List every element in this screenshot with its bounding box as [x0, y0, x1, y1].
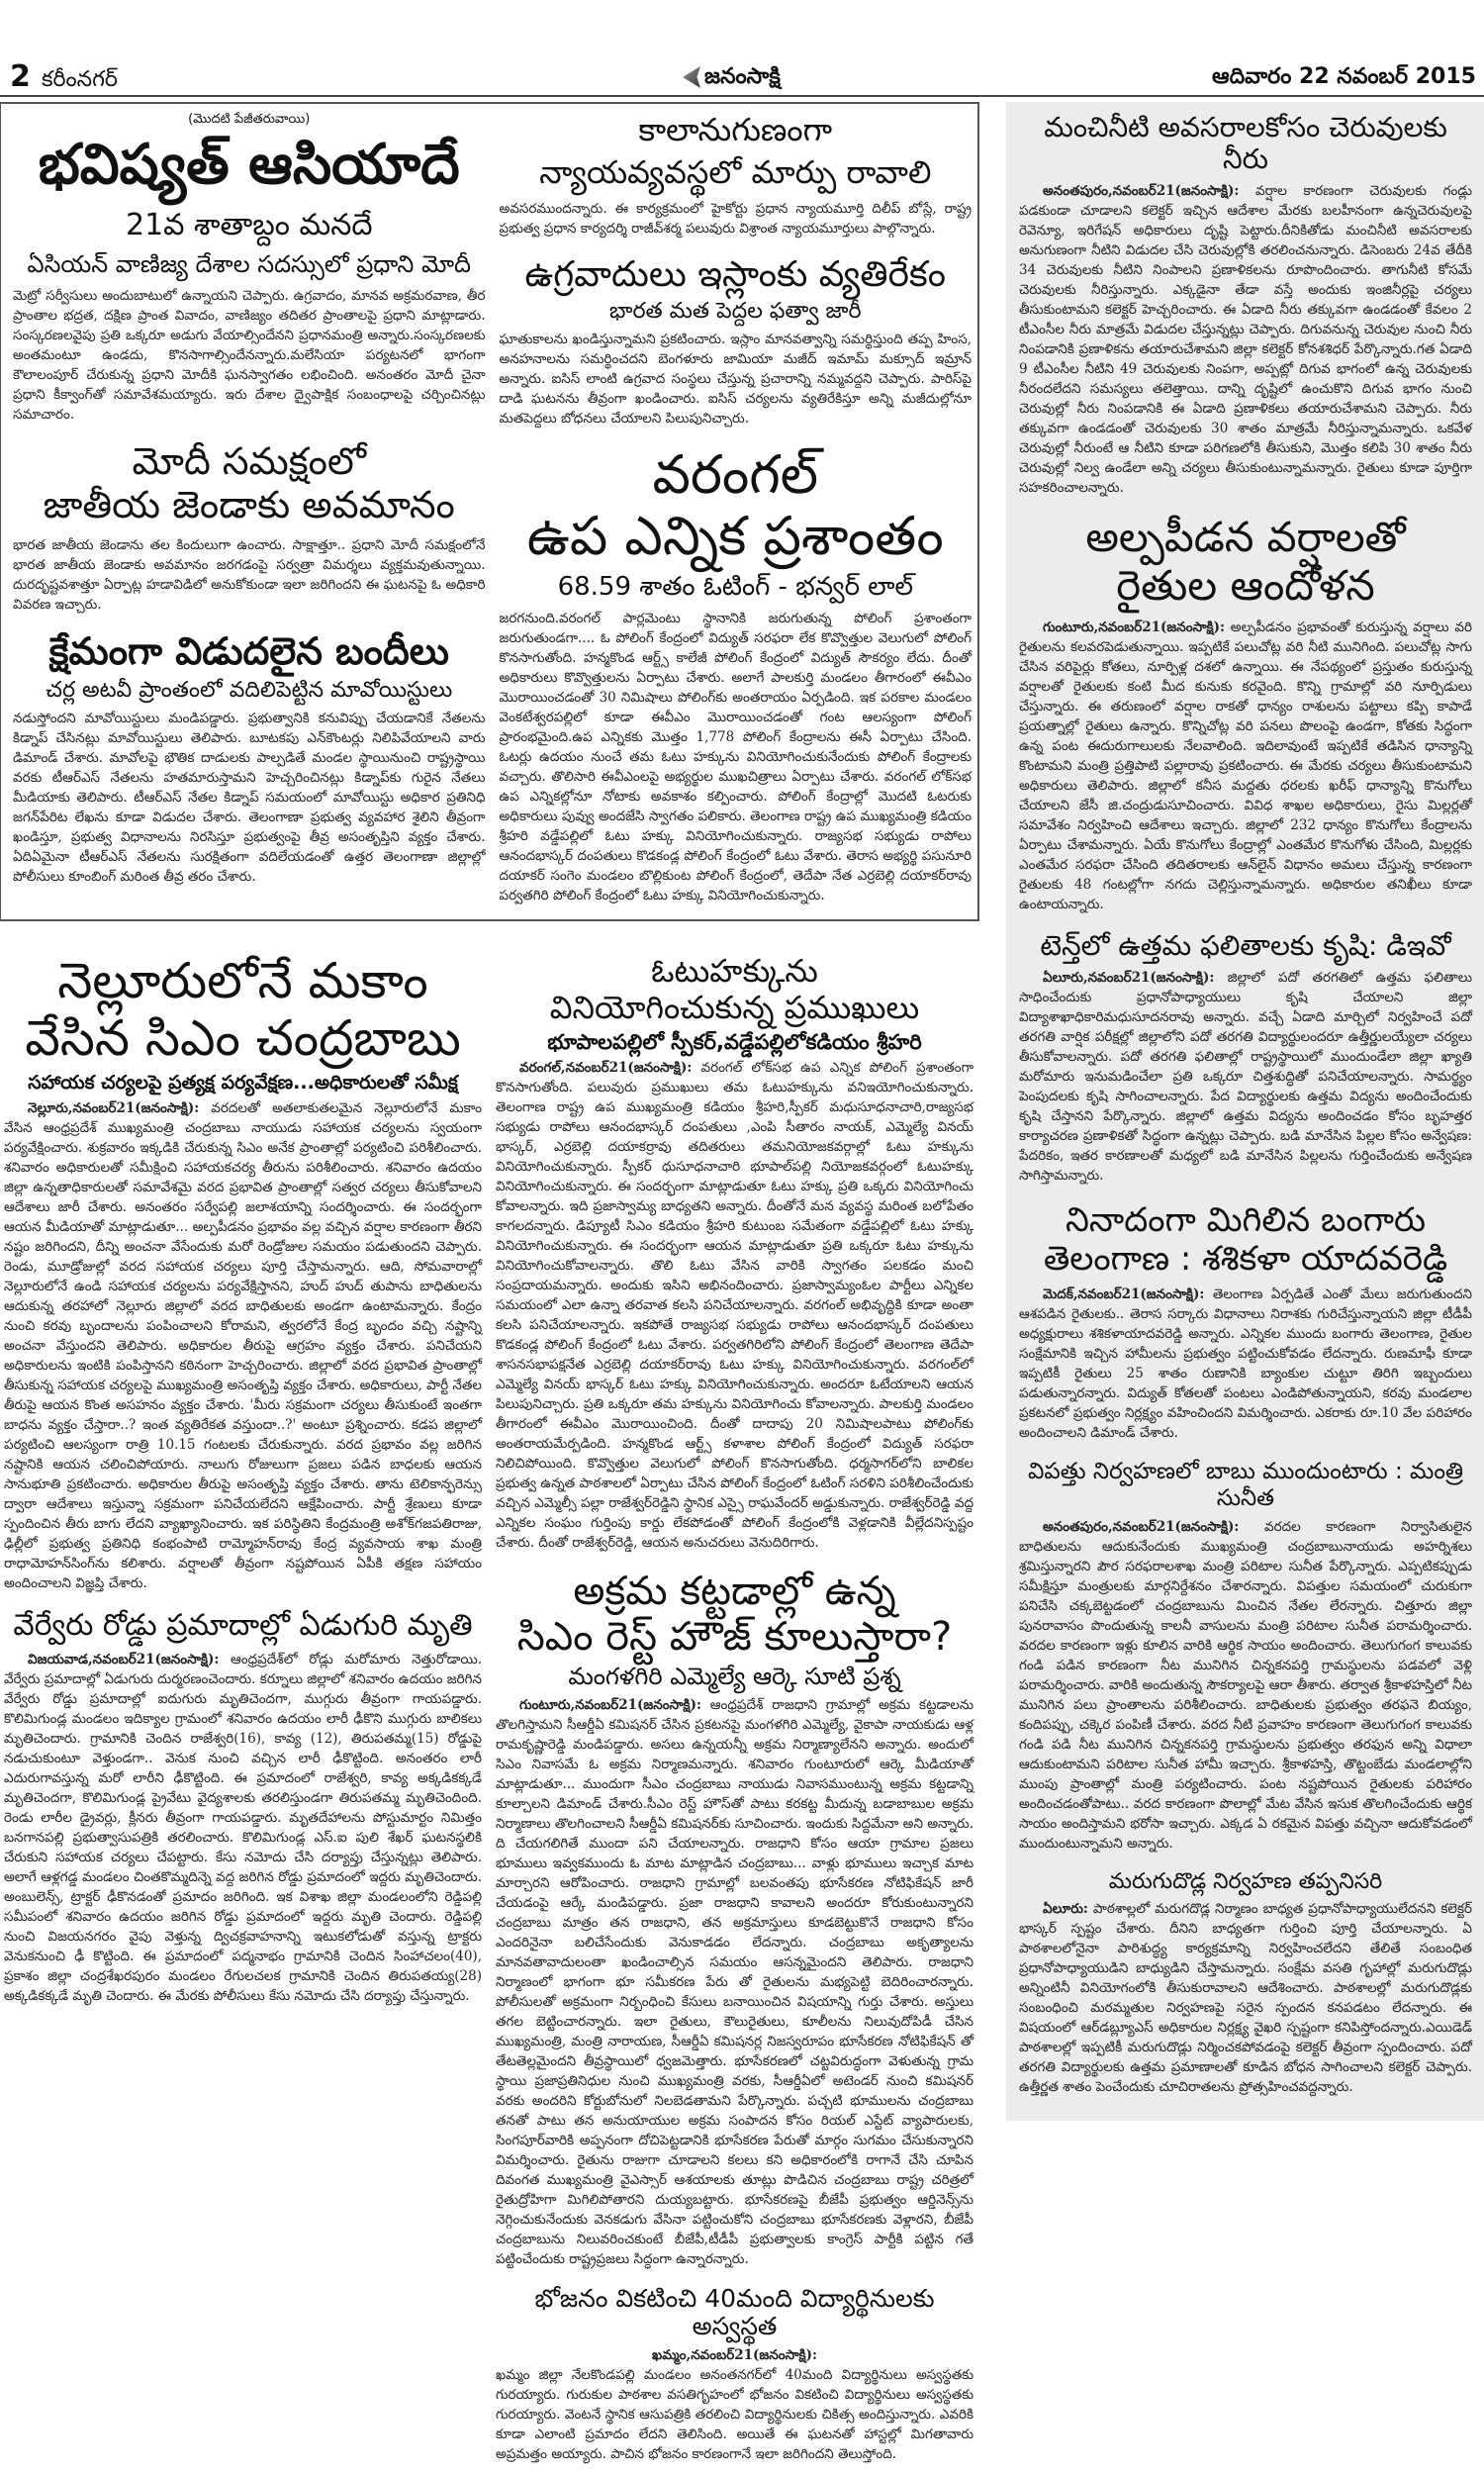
- dateline: గుంటూరు,నవంబర్21(జనంసాక్షి):: [519, 1696, 701, 1713]
- top-middle-column: [500, 112, 973, 905]
- dateline: నెల్లూరు,నవంబర్21(జనంసాక్షి):: [28, 1100, 200, 1117]
- headline: సిఎం రెస్ట్ హౌజ్ కూలుస్తారా?: [516, 1614, 953, 1661]
- article-body: అవసరముందన్నారు. ఈ కార్యక్రమంలో హైకోర్టు ప్రధాన న్యాయమూర్తి దిలీప్ బోస్లే, రాష్ట్ర ప్రభుత్వ ప్రధాన కార్యదర్శి రాజీవ్‌శర్మ పలువురు విశ్రాంత న్యాయమూర్తులు పాల్గొన్నారు.: [499, 200, 972, 237]
- article-nellore: [4, 953, 482, 1593]
- headline: న్యాయవ్యవస్థలో మార్పు రావాలి: [539, 152, 932, 191]
- article-toilets: [1019, 1869, 1472, 2096]
- headline: ఉప ఎన్నిక ప్రశాంతం: [526, 505, 944, 568]
- dateline: ఏలూరు:: [1043, 1900, 1088, 1917]
- headline: వరంగల్: [652, 443, 819, 507]
- headline: వినియోగించుకున్న ప్రముఖులు: [549, 989, 920, 1027]
- headline: క్షేమంగా విడుదలైన బందీలు: [48, 628, 449, 673]
- dateline: ఏలూరు,నవంబర్21(జనంసాక్షి):: [1043, 970, 1215, 987]
- article-body: వర్షాల కారణంగా చెరువులకు గండ్లు పడకుండా చూడాలని కలెక్టర్ ఇచ్చిన ఆదేశాల మేరకు బలహీనంగా ఉన్నచెరువులపై రెవెన్యూ, ఇరిగేషన్ అధికారులు దృష్టి పెట్టారు.దీనికితోడు మంచినీటి అవసరాలకు అనుగుణంగా నీటిని విడుదల చేసి చెరువుల్లోకి తరలించనున్నారు. డిసెంబరు 24వ తేదీకి 34 చెరువులకు నీటిని నింపాలని ప్రణాళికలను రూపొందించారు. తాగునీటి కోసమే చెరువులకు నీరిస్తున్నారు. ఎక్కడైనా తేడా వస్తే అందుకు ఇంజినీర్లపై చర్యలు తీసుకుంటామని కలెక్టర్ హెచ్చరించారు. ఈ ఏడాది నీరు తక్కువగా ఉండడంతో కేవలం 2 టీఎంసీల నీరు మాత్రమే విడుదల చేస్తున్నట్లు చెప్పారు. దిగువనున్న చెరువుల నుంచి నీరు నింపడానికి ప్రణాళికను తయారుచేశామని జిల్లా కలెక్టర్ కోనశశిధర్ పేర్కొన్నారు.గత ఏడాది 9 టీఎంసీల నీటిని 49 చెరువులకు నింపగా, అప్పట్లో దిగువ భాగంలో ఉన్న చెరువులకు నీరందలేదని సమస్యలు తలెత్తాయి. దాన్ని దృష్టిలో ఉంచుకొని దిగువ భాగం నుంచి చెరువుల్లో నీరు నింపడానికి ఈ ఏడాది ప్రణాళికలు తయారుచేశామని చెప్పారు. నీరు తక్కువగా ఉండడంతో చెరువులకు 30 శాతం మాత్రమే నీరిస్తున్నామన్నారు. ఒకవేళ చెరువుల్లో నీరుంటే ఆ నీటిని కూడా పరిగణలోకి తీసుకుని, మొత్తం కలిపి 30 శాతం నీరు చెరువుల్లో నిల్వ ఉండేలా అన్ని చర్యలు తీసుకుంటున్నామన్నారు. రైతులు కూడా పూర్తిగా సహకరించాలన్నారు.: [1019, 183, 1472, 497]
- headline: రైతుల ఆందోళన: [1116, 560, 1375, 610]
- subheadline: భూపాలపల్లిలో స్పీకర్,వడ్డేపల్లిలోకడియం శ్రీహరి: [547, 1029, 922, 1054]
- article-food: [496, 2285, 974, 2465]
- subheadline: భారత మత పెద్దల ఫత్వా జారీ: [608, 298, 862, 324]
- article-body: ఖమ్మం జిల్లా నేలకొండపల్లి మండలం అనంతనగర్‌లో 40మంది విద్యార్థినులు అస్వస్థతకు గురయ్యారు. గురుకుల పాఠశాల వసతిగృహంలో భోజనం వికటించి విద్యార్థినులు అస్వస్థతకు గురయ్యారు. వెంటనే స్థానిక ఆసుపత్రికి తరలించి విద్యార్థినులకు చికిత్స అందిస్తున్నారు. ఎవరికి కూడా ఎలాంటి ప్రమాదం లేదని తెలిసింది. అయితే ఈ ఘటనతో హాస్టల్లో మిగతావారు అప్రమత్తం అయ్యారు. పాచిన భోజనం కారణంగానే ఇలా జరిగిందని తెలుస్తోంది.: [496, 2367, 974, 2463]
- right-column-panel: [1006, 102, 1484, 2121]
- masthead-title: జనంసాక్షి: [704, 64, 781, 89]
- dateline: విజయవాడ,నవంబర్21(జనంసాక్షి):: [28, 1651, 220, 1667]
- headline: జాతీయ జెండాకు అవమానం: [43, 483, 455, 527]
- article-flag: [13, 440, 486, 614]
- article-body: తెలంగాణ ఏర్పడితే ఎంతో మేలు జరుగుతుందని ఆశపడిన రైతులకు.. తెరాస సర్కారు విధానాలు నిరాశకు గురిచేస్తున్నాయని జిల్లా టీడీపీ అధ్యక్షురాలు శశికళాయాదవరెడ్డి అన్నారు. ఎన్నికల ముందు బంగారు తెలంగాణ, రైతుల సంక్షేమానికి ఇచ్చిన హామీలను ప్రభుత్వం పట్టించుకోవడం లేదన్నారు. రుణమాఫీ కూడా ఇప్పటికీ రైతులు 25 శాతం రుణానికి బ్యాంకుల చుట్టూ తిరిగి ఇబ్బందులు పడుతున్నారన్నారు. విద్యుత్ కోతలతో పంటలు ఎండిపోతున్నాయని, కరవు మండలాల ప్రకటనలో ప్రభుత్వం నిర్లక్ష్యం వహించిందని విమర్శించారు. ఎకరాకు రూ.10 వేల పరిహారం అందించాలని డిమాండ్ చేశారు.: [1019, 1286, 1473, 1442]
- article-terror: [500, 254, 973, 429]
- article-body: ఆంధ్రప్రదేశ్‌లో రోడ్లు మరోమారు నెత్తురోడాయి. వేర్వేరు ప్రమాదాల్లో ఏడుగురు దుర్మరణంచెందారు. కర్నూలు జిల్లాలో శనివారం ఉదయం జరిగిన వేర్వేరు రోడ్డు ప్రమాదాల్లో ఐదుగురు మృతిచెందగా, ముగ్గురు తీవ్రంగా గాయపడ్డారు. కొలిమిగుండ్ల మండలం ఇదిక్యాల గ్రామంలో శనివారం ఉదయం లారీ ఢీకొని ముగ్గురు బాలికలు మృతిచెందారు. గ్రామానికి చెందిన రాజేశ్వరి(16), కావ్య (12), తిరుపతమ్మ(15) రోడ్డుపై నడుచుకుంటూ వెళ్తుండగా.. వెనుక నుంచి వచ్చిన లారీ ఢీకొట్టింది. అనంతరం లారీ ఎదురుగావస్తున్న మరో లారీని ఢీకొట్టింది. ఈ ప్రమాదంలో రాజేశ్వరి, కావ్య అక్కడికక్కడే మృతిచెందగా, కొలిమిగుండ్ల ప్రైవేటు వైద్యశాలకు తరలిస్తుండగా తిరుపతమ్మ మృతిచెందింది. రెండు లారీల డ్రైవర్లు, క్లీనరు తీవ్రంగా గాయపడ్డారు. మృతదేహాలను పోస్టుమార్టం నిమిత్తం బనగానపల్లి ప్రభుత్వాసుపత్రికి తరలించారు. కొలిమిగుండ్ల ఎస్.ఐ పులి శేఖర్ ఘటనస్థలికి చేరుకుని సహాయక చర్యలు చేపట్టారు. కేసు నమోదు చేసి దర్యాప్తు చేస్తున్నట్లు తెలిపారు. అలాగే ఆళ్లగడ్డ మండలం చింతకొమ్మదిన్నె వద్ద జరిగిన రోడ్డు ప్రమాదంలో ఇద్దరు మృతిచెందారు. అంబులెన్స్, ట్రాక్టర్ ఢీకొనడంతో ప్రమాదం జరిగింది. ఇక విశాఖ జిల్లా మండలంలోని రెడ్డిపల్లి సమీపంలో శనివారం ఉదయం జరిగిన రోడ్డు ప్రమాదంలో ఇద్దరు మృతి చెందారు. రెడ్డిపల్లి నుంచి విజయనగరం వైపు వెళ్తున్న ద్విచక్రవాహనాన్ని ఇటుకలోడుతో వస్తున్న ట్రాక్టరు వెనుకనుంచి ఢీ కొట్టింది. ఈ ప్రమాదంలో పద్మనాభం గ్రామానికి చెందిన సింహాచలం(40), ప్రకాశం జిల్లా చంద్రశేఖరపురం మండలం రేగులచలక గ్రామానికి చెందిన తిరుపతయ్య(28) అక్కడికక్కడే మృతి చెందారు. ఈ మేరకు పోలీసులు కేసు నమోదు చేసి దర్యాప్తు చేస్తున్నారు.: [4, 1651, 482, 2004]
- masthead: [683, 61, 781, 93]
- subheadline: సహాయక చర్యలపై ప్రత్యక్ష పర్యవేక్షణ...అధికారులతో సమీక్ష: [28, 1072, 458, 1094]
- left-two-columns: [0, 102, 979, 2464]
- dateline: అనంతపురం,నవంబర్21(జనంసాక్షి):: [1043, 183, 1240, 200]
- article-body: మెట్రో సర్వీసులు అందుబాటులో ఉన్నాయని చెప్పారు. ఉగ్రవాదం, మానవ అక్రమరవాణ, తీర ప్రాంతాల భద్రత, దక్షిణ ప్రాంత వివాదం, వాణిజ్యం తదితర ప్రాంతాలపై ప్రధాని మాట్లాడారు. సంస్కరణలవైపు ప్రతి ఒక్కరూ అడుగు వేయాల్సిందేనని ప్రధానమంత్రి అన్నారు.సంస్కరణలకు అంతమంటూ ఉండదు, కొనసాగాల్సిందేనన్నారు.మలేసియా పర్యటనలో భాగంగా కౌలాలంపూర్ చేరుకున్న ప్రధాని మోదీకి ఘనస్వాగతం లభించింది. అనంతరం మోదీ చైనా ప్రధాని కీక్వాంగ్‌తో సమావేశమయ్యారు. ఇరు దేశాల ద్వైపాక్షిక సంబంధాలపై చర్చించినట్లు సమాచారం.: [13, 288, 486, 424]
- article-roads: [4, 1609, 482, 2006]
- dateline: అనంతపురం,నవంబర్21(జనంసాక్షి):: [1043, 1519, 1240, 1536]
- article-body: అల్పపీడనం ప్రభావంతో కురుస్తున్న వర్షాలు వరి రైతులను కలవరపెడుతున్నాయి. ఇప్పటికే పలుచోట్ల వరి నీటి మునిగింది. పలుచోట్ల సాగు చేసిన వరిపైర్లు కోతలు, నూర్పిళ్ల దశలో ఉన్నాయి. ఈ నేపథ్యంలో ప్రస్తుతం కురుస్తున్న వర్షాలతో రైతులకు కంటి మీద కునుకు కరవైంది. కొన్ని గ్రామాల్లో వరి నూర్పిడులు చేస్తున్నారు. ఈ తరుణంలో వర్షాల రాకతో ధాన్యం రాశులను పట్టాలు కప్పి కాపాడే ప్రయత్నాల్లో రైతులు ఉన్నారు. కొన్నిచోట్ల వరి పనలు పొలంపై ఉండగా, కోతకు సిద్ధంగా ఉన్న పంట ఈదురుగాలులకు నేలవాలింది. ఇదిలావుంటే ఇప్పటికే తడిసిన ధాన్యాన్ని కొంటామని మంత్రి ప్రత్తిపాటి పల్లారావు ప్రకటించారు. ఈ మేరకు చర్యలు తీసుకుంటామని అధికారులు తెలిపారు. జిల్లాలో కనీస మద్దతు ధరలకు ఖరీఫ్ ధాన్యాన్ని కొనుగోలు చేయాలని జేసీ జి.చంద్రుడుసూచించారు. వివిధ శాఖల అధికారులు, రైసు మిల్లర్లతో సమావేశం నిర్వహించి ఆదేశాలు ఇచ్చారు. జిల్లాలో 232 ధాన్యం కొనుగోలు కేంద్రాలను ఏర్పాటు చేశామన్నారు. ఏయే కొనుగోలు కేంద్రాల్లో ఎంతమేర కొనుగోళు చేసింది, మిల్లర్లకు ఎంతమేర సరఫరా చేసింది తదితరాలకు ఆన్‌లైన్ విధానం అమలు చేస్తున్న కారణంగా రైతులకు 48 గంటల్లోగా నగదు చెల్లిస్తున్నామన్నారు. అధికారుల తనిఖీలు కూడా ఉంటాయన్నారు.: [1019, 618, 1472, 912]
- article-body: జరగనుంది.వరంగల్ పార్లమెంటు స్థానానికి జరుగుతున్న పోలింగ్ ప్రశాంతంగా జరుగుతుండగా.... ఓ పోలింగ్ కేంద్రంలో విద్యుత్ సరఫరా లేక కొవ్వొత్తుల వెలుగులో పోలింగ్ కొనసాగుతోంది. హన్మకొండ ఆర్ట్స్ కాలేజీ పోలింగ్ కేంద్రంలో విద్యుత్ సౌకర్యం లేదు. దీంతో అధికారులు కొవ్వొత్తులను ఏర్పాటు చేశారు. అలాగే పాలకుర్తి మండలం తీగారంలో ఈవీఎం మొరాయించడంతో 30 నిమిషాలు పోలింగ్‌కు అంతరాయం ఏర్పడింది. ఇక పరకాల మండలం వెంకటేశ్వరపల్లిలో కూడా ఈవీఎం మొరాయించడంతో గంట ఆలస్యంగా పోలింగ్ ప్రారంభమైంది.ఉప ఎన్నికకు మొత్తం 1,778 పోలింగ్ కేంద్రాలను ఈసీ ఏర్పాటు చేసింది. ఓటర్లు ఉదయం నుంచే తమ ఓటు హక్కును వినియోగించుకునేందుకు పోలింగ్ కేంద్రాలకు వచ్చారు. తొలిసారి ఈవీఎంలపై అభ్యర్థుల ముఖచిత్రాలు ఏర్పాటు చేశారు. వరంగల్ లోక్‌సభ ఉప ఎన్నికల్లోనూ నోటాకు అవకాశం కల్పించారు. పోలింగ్ కేంద్రాల్లో మొదటి ఓటరుకు అధికారులు పువ్వు అందజేసి స్వాగతం పలికారు. తెలంగాణ రాష్ట్ర ఉప ముఖ్యమంత్రి కడియం శ్రీహరి వడ్డేపల్లిలో ఓటు హక్కు వినియోగించుకున్నారు. రాజ్యసభ సభ్యుడు రాపోలు ఆనందభాస్కర్ దంపతులు కొడకండ్ల పోలింగ్ కేంద్రంలో ఓటు వేశారు. తెరాస అభ్యర్థి పసునూరి దయాకర్ సంగెం మండలం బొల్లికుంట పోలింగ్ కేంద్రంలో, తెదేపా నేత ఎర్రబెల్లి దయాకర్‌రావు పర్వతగిరి పోలింగ్ కేంద్రంలో ఓటు హక్కు వినియోగించుకున్నారు.: [499, 611, 972, 904]
- headline: భోజనం వికటించి 40మంది విద్యార్థినులకు అస్వస్థత: [534, 2283, 935, 2341]
- dateline: గుంటూరు,నవంబర్21(జనంసాక్షి):: [1043, 618, 1225, 635]
- article-body: నడుస్తోందని మావోయిస్టులు మండిపడ్డారు. ప్రభుత్వానికి కనువిప్పు చేయడానికే నేతలను కిడ్నాప్ చేసినట్లు మావోయిస్టులు తెలిపారు. బూటకపు ఎన్‌కౌంటర్లు నిలిపివేయాలని వారు డిమాండ్ చేశారు. మావోలపై భౌతిక దాడులకు పాల్పడితే మండల స్థాయినుంచి రాష్ట్రస్థాయి వరకు టీఆర్ఎస్ నేతలను హతమారుస్తామని హెచ్చరించినట్లు కిడ్నాప్‌కు గురైన నేతలు మీడియాకు తెలిపారు. టీఆర్ఎస్ నేతల కిడ్నాప్ సమయంలో మావోయిస్టు అధికార ప్రతినిధి జగన్‌పేరిట లేఖను కూడా విడుదల చేశారు. తెలంగాణా ప్రభుత్వ వ్యవహార శైలిని తీవ్రంగా ఖండిస్తూ, ప్రభుత్వ విధానాలను నిరసిస్తూ ప్రభుత్వంపై తీవ్ర అసంతృప్తిని వ్యక్తం చేశారు. ఏదిఏమైనా టీఆర్ఎస్ నేతలను సురక్షితంగా వదిలేయడంతో ఉత్తర తెలంగాణా జిల్లాల్లో పోలీసులు కూంబింగ్ మరింత తీవ్ర తరం చేశారు.: [13, 710, 486, 885]
- article-body: జిల్లాలో పదో తరగతిలో ఉత్తమ ఫలితాలు సాధించేందుకు ప్రధానోపాధ్యాయులు కృషి చేయాలని జిల్లా విద్యాశాఖాధికారిమధుసూదనరావు అన్నారు. వచ్చే ఏడాది మార్చిలో నిర్వహించే పదో తరగతి వార్షిక పరీక్షల్లో జిల్లాలోని పదో తరగతి విద్యార్థులందరూ ఉత్తీర్ణులయ్యేలా చర్యలు తీసుకోవాలన్నారు. పదో తరగతి ఫలితాల్లో రాష్ట్రస్థాయిలో ముందుండేలా జిల్లా ఖ్యాతి మరోమారు ఇనుమడించేలా ప్రతి ఒక్కరూ చిత్తశుద్ధితో పనిచేయాలన్నారు. సామర్థ్యం పెంపుదలకు కృషి సాగించాలన్నారు. పేద విద్యార్థులకు ఉత్తమ విద్యను అందించేందుకు కృషి చేస్తానని పేర్కొన్నారు. జిల్లాలో ఉత్తమ విద్యను అందించడం కోసం బృహత్తర కార్యాచరణ ప్రణాళికతో సిద్ధంగా ఉన్నట్లు చెప్పారు. బడి మానేసిన పిల్లల కోసం అన్వేషణ: పేదరికం, ఇతర కారణాలతో మధ్యలో బడి మానేసిన పిల్లలను గుర్తించేందుకు అన్వేషణ సాగిస్తామన్నారు.: [1019, 970, 1472, 1185]
- article-bangaru: [1019, 1201, 1472, 1443]
- headline: టెన్త్‌లో ఉత్తమ ఫలితాలకు కృషి: డిఇవో: [1040, 928, 1451, 962]
- headline: నెల్లూరులోనే మకాం: [57, 952, 428, 1010]
- lower-middle-column: [496, 953, 974, 2464]
- headline: మోదీ సమక్షంలో: [132, 439, 366, 484]
- article-body: పాఠశాల్లలో మరుగదొడ్ల నిర్మాణం బాధ్యత ప్రధానోపాధ్యాయులేదనని కలెక్టర్ భాస్కర్ స్పష్టం చేశారు. దీనిని బాధ్యతగా గుర్తించి పూర్తి చేయాలన్నారు. ఏ పాఠశాలలోనైనా పారిశుద్ధ్య కార్యక్రమాన్ని నిర్వహించలేదని తేలితే సంబంధిత ప్రధానోపాధ్యాయుడిని బాధ్యుడిని చేస్తామన్నారు. సంక్షేమ వసతి గృహాల్లో మరుగుదొడ్లు అన్నింటినీ వినియోగంలోకి తీసుకురావాలని ఆదేశించారు. పాఠశాలల్లో మరుగుదొడ్లకు సంబంధించి మరమ్మతుల నిర్వహణపై సరైన స్పందన కనపడటం లేదన్నారు. ఈ విషయంలో ఆర్‌డబ్ల్యూఎస్ అధికారుల నిర్లక్ష్య వైఖరి స్పష్టంగా కనిపిస్తోందన్నారు.ఎయిడెడ్ పాఠశాలల్లో ఇప్పటికీ మరుగుదొడ్లు నిర్మించకపోవడంపై కలెక్టర్ తీవ్రంగా స్పందించారు. పదో తరగతి విద్యార్థులకు ఉత్తమ ప్రమాణాలతో కూడిన బోధన సాగించాలని కలెక్టర్ చెప్పారు. ఉత్తీర్ణత శాతం పెంచేందుకు చూచిరాతలను ప్రోత్సహించవద్దన్నారు.: [1019, 1900, 1472, 2095]
- headline: ఉగ్రవాదులు ఇస్లాంకు వ్యతిరేకం: [524, 253, 946, 295]
- headline: భవిష్యత్ ఆసియాదే: [38, 133, 460, 197]
- article-body: వరంగల్ లోక్‌సభ ఉప ఎన్నిక పోలింగ్ ప్రశాంతంగా కొనసాగుతోంది. పలువురు ప్రముఖులు తమ ఓటుహక్కును వనిఇయోగించుకున్నారు. తెలంగాణ రాష్ట్ర ఉప ముఖ్యమంత్రి కడియం శ్రీహరి,స్పీకర్ మధుసూధనాచారి,రాజ్యసభ సభ్యుడు రాపోలు ఆనందభాస్కర్ దంపతులు ,ఎంపి సీతారం నాయక్, ఎమ్మెల్యే వినయ్ భాస్కర్, ఎర్రబెల్లి దయాకర్రావు తదితరులు తమనియోజకవర్గాల్లో ఓటు హక్కును వినియోగించుకున్నారు. స్పీకర్ ధుసూధనాచారి భూపాల్‌పల్లి నియోజకవర్గంలో ఓటుహక్కు వినియోగించుకున్నారు. ఈ సందర్భంగా మాట్లాడుతూ ఓటు హక్కు ప్రతి ఒక్కరు వినియోగించు కోవాలన్నారు. ఇది ప్రజాస్వామ్య బాధ్యతని అన్నారు. దీంతోనే మన వ్యవస్థ మరింత బలోపేతం కాగలదన్నారు. డిప్యూటీ సిఎం కడియం శ్రీహరి కుటుంబ సమేతంగా వడ్డేపల్లిలో ఓటు హక్కు వినియోగించుకున్నారు. ఈ సందర్భంగా ఆయన మాట్లాడుతూ ప్రతి ఒక్కరూ ఓటు హక్కును వినియోగించుకోవాలన్నారు. తొలి ఓటు వేసిన వారికి స్వాగతం పలకడం మంచి సంప్రదాయమన్నారు. అందుకు ఇసిని అభినందించారు. ప్రజాస్వామ్యంఓల పార్టీలు ఎన్నికల సమయంలో ఎలా ఉన్నా తరవాత కలసి పనిచేయాలన్నారు. వరగంల్ అభివృద్ధికి కూడా అంతా కలసి పనిచేయాలన్నారు. ఇకపోతే రాజ్యసభ సభ్యుడు రాపోలు ఆనందభాస్కర్ దంపతులు కొడకండ్ల పోలింగ్ కేంద్రంలో ఓటు వేశారు. పర్వతగిరిలోని పోలింగ్ కేంద్రంలో తెలంగాణ తెదేపా శాసనసభాపక్షనేత ఎర్రబెల్లి దయాకర్‌రావు ఓటు హక్కు వినియోగించుకున్నారు. వరగంల్‌లో ఎమ్మెల్యే వినయ్ భాస్కర్ ఓటు హక్కు వినియోగించుకున్నారు. అందరూ ఓటేయాలని ఆయన పిలుపునిచ్చారు. ప్రతి ఒక్కరూ తమ హక్కును వినియోగించు కోవాలన్నారు. పాలకుర్తి మండలం తీగారంలో ఈవీఎం మొరాయించింది. దీంతో దాదాపు 20 నిమిషాలపాటు పోలింగ్‌కు అంతరాయమేర్పడింది. హన్మకొండ ఆర్ట్స్ కళాశాల పోలింగ్ కేంద్రంలో విద్యుత్ సరఫరా నిలిచిపోయింది. కొవ్వొత్తుల వెలుగులో పోలింగ్ కొనసాగుతోంది. ధర్మసాగర్‌లోని బాలికల ప్రభుత్వ ఉన్నత పాఠశాలలో ఏర్పాటు చేసిన పోలింగ్ కేంద్రంలో ఓటింగ్ సరళిని పరిశీలించేందుకు వచ్చిన ఎమ్మెల్సీ పల్లా రాజేశ్వర్‌రెడ్డిని స్థానిక ఎస్సై రాఘవేందర్ అడ్డుకున్నారు. రాజేశ్వర్‌రెడ్డి వద్ద ఎన్నికల సంఘం గుర్తింపు కార్డు లేకపోడంతో పోలింగ్ కేంద్రంలోకి వెళ్లడానికి వీల్లేదనిస్పష్టం చేశారు. దీంతో రాజేశ్వర్‌రెడ్డి, ఆయన అనుచరులు వెనుదిరిగారు.: [496, 1060, 974, 1552]
- subheadline: 21వ శాతాబ్దం మనదే: [125, 208, 373, 243]
- article-tanks: [1019, 112, 1472, 498]
- subheadline: మంగళగిరి ఎమ్మెల్యే ఆర్కె సూటి ప్రశ్న: [568, 1663, 901, 1691]
- headline: అల్పపీడన వర్షాలతో: [1085, 513, 1406, 562]
- dateline: మెదక్,నవంబర్21(జనంసాక్షి):: [1043, 1286, 1205, 1303]
- headline: నినాదంగా మిగిలిన బంగారు: [1066, 1200, 1426, 1241]
- subheadline: చర్ల అటవీ ప్రాంతంలో వదిలిపెట్టిన మావోయిస్టులు: [46, 677, 453, 703]
- page-body: [0, 102, 1484, 2464]
- headline: తెలంగాణ : శశికళా యాదవరెడ్డి: [1043, 1239, 1448, 1280]
- article-body: వరదలతో అతలాకుతలమైన నెల్లూరులోనే మకాం వేసిన ఆంధ్రప్రదేశ్ ముఖ్యమంత్రి చంద్రబాబు నాయుడు సహాయక చర్యలను స్వయంగా పర్యవేక్షించారు. శుక్రవారం ఇక్కడికి చేరుకున్న సిఎం అనేక ప్రాంతాల్లో పర్యటించి పరిశీలించారు. శనివారం అధికారులతో సమీక్షించి సహాయకచర్య తీరును పరిశీలించారు. శనివారం ఉదయం జిల్లా ఉన్నతాధికారులతో సమావేశమై వరద ప్రభావిత ప్రాంతాల్లో సత్వర చర్యలు తీసుకోవాలని ఆదేశాలు జారీ చేశారు. అనంతరం సర్వేపల్లి జలాశయాన్ని సందర్శించారు. ఈ సందర్భంగా ఆయన మీడియాతో మాట్లాడుతూ... అల్పపీడనం ప్రభావం వల్ల వచ్చిన వర్షాల కారణంగా తీరని నష్టం జరిగిందని, దీన్ని అంచనా వేసేందుకు మరో రెండ్రోజుల సమయం పడుతుందని చెప్పారు. రెండు, మూడ్రోజుల్లో వరద సహాయక చర్యలు పూర్తి చేస్తామన్నారు. ఆది, సోమవారాల్లో నెల్లూరులోనే ఉండి సహాయక చర్యలను పర్యవేక్షిస్తానని, హుద్ హుద్ తుపాను బాధితులను ఆదుకున్న తరహాలో నెల్లూరు జిల్లాలో వరద బాధితులకు అండగా ఉంటామన్నారు. కేంద్రం నుంచి కరవు బృందాలను పంపించాలని కోరామని, త్వరలోనే కేంద్ర బృందం వచ్చి నష్టాన్ని అంచనా వేస్తుందని తెలిపారు. అధికారుల తీరుపై ఆగ్రహం వ్యక్తం చేశారు. పనిచేయని అధికారులను ఇంటికి పంపిస్తానని కఠినంగా హెచ్చరించారు. జిల్లాలో వరద ప్రభావిత ప్రాంతాల్లో తీసుకున్న సహాయక చర్యలపై ముఖ్యమంత్రి అసంతృప్తి వ్యక్తం చేశారు. అధికారులు, పార్టీ నేతల తీరుపై ఆయన కొంత అసహనం వ్యక్తం చేశారు. 'మీరు సక్రమంగా చర్యలు తీసుకుంటే ఇంతగా బాధను వ్యక్తం చేస్తారా..? ఇంత వ్యతిరేకత వస్తుందా..?' అంటూ ప్రశ్నించారు. కడప జిల్లాలో పర్యటించి ఆలస్యంగా రాత్రి 10.15 గంటలకు చేరుకున్నారు. వరద ప్రభావం వల్ల జరిగిన నష్టానికి ఆయన చలించిపోయారు. నాలుగు రోజులుగా ప్రజలు పడిన బాధలకు ఆయన సానుభూతి ప్రకటించారు. అధికారుల తీరుపై అసంతృప్తి వ్యక్తం చేశారు. తాను టెలికాన్ఫరెన్సు ద్వారా ఆదేశాలు ఇస్తున్నా సక్రమంగా పనిచేయలేదని ఆక్షేపించారు. పార్టీ శ్రేణులు కూడా స్పందించిన తీరు బాగు లేదని వ్యాఖ్యానించారు. ఇక పరిస్థితిని కేంద్రమంత్రి అశోక్‌గజపతిరాజు, ఢిల్లీలో ప్రభుత్వ ప్రతినిధి కంభంపాటి రామ్మోహన్‌రావు కేంద్ర వ్యవసాయ శాఖ మంత్రి రాధామోహన్‌సింగ్‌ను కలిశారు. వర్షాలతో తీవ్రంగా నష్టపోయిన ఏపీకి తక్షణ సహాయం అందించాలని విజ్ఞప్తి చేశారు.: [4, 1100, 482, 1592]
- page-header-left: [10, 61, 118, 93]
- dateline: ఖమ్మం,నవంబర్21(జనంసాక్షి):: [652, 2347, 817, 2364]
- issue-date: ఆదివారం 22 నవంబర్ 2015: [1212, 64, 1476, 89]
- article-body: భారత జాతీయ జెండాను తల కిందులుగా ఉంచారు. సాక్షాత్తూ.. ప్రధాని మోదీ సమక్షంలోనే భారత జాతీయ జెండాకు అవమానం జరగడంపై సర్వత్రా విమర్శలు వ్యక్తమవుతున్నాయి. దురదృష్టవశాత్తూ ఏర్పాట్ల హడావిడిలో అనుకోకుండా ఇలా జరిగిందని ఈ ఘటనపై ఓ అధికారి వివరణ ఇచ్చారు.: [13, 536, 486, 613]
- article-warangal: [500, 444, 973, 905]
- headline: విపత్తు నిర్వహణలో బాబు ముందుంటారు : మంత్రి సునీత: [1028, 1459, 1463, 1511]
- subheadline: ఏసియన్ వాణిజ్య దేశాల సదస్సులో ప్రధాని మోదీ: [27, 249, 471, 278]
- page-number: 2: [10, 59, 31, 94]
- headline: వేసిన సిఎం చంద్రబాబు: [25, 1008, 461, 1067]
- top-left-column: [13, 112, 486, 905]
- article-rains: [1019, 514, 1472, 914]
- masthead-logo-icon: [683, 66, 700, 88]
- article-body: ఘాతుకాలను ఖండిస్తున్నామని ప్రకటించారు. ఇస్లాం మానవత్వాన్ని సమర్థిస్తుంది తప్ప హింస, అనహనాలను సమర్థించదని బెంగళూరు జామియా మజీద్ ఇమామ్ మక్సూద్ ఇమ్రాన్ అన్నారు. ఐసిస్ లాంటి ఉగ్రవాద సంస్థలు చేస్తున్న ప్రచారాన్ని నమ్మవద్దని చెప్పారు. పారిస్‌పై దాడి ఘటనను తీవ్రంగా ఖండించారు. ఐసిస్ చర్యలను వ్యతిరేకిస్తూ అన్ని మజీదుల్లోనూ మతపెద్దలు బోధనలు చేయాలని పిలుపునిచ్చారు.: [499, 332, 972, 428]
- dateline: వరంగల్,నవంబర్21(జనంసాక్షి):: [519, 1060, 693, 1077]
- headline: అక్రమ కట్టడాల్లో ఉన్న: [573, 1569, 896, 1615]
- headline: వేర్వేరు రోడ్డు ప్రమాదాల్లో ఏడుగురి మృతి: [13, 1608, 473, 1644]
- lower-columns: [0, 921, 979, 2464]
- headline: మంచినీటి అవసరాలకోసం చెరువులకు నీరు: [1044, 111, 1447, 176]
- page-header: [0, 0, 1484, 95]
- subheadline: 68.59 శాతం ఓటింగ్ - భన్వర్ లాల్: [557, 572, 913, 603]
- article-body: వరదల కారణంగా నిర్వాసితులైన బాధితులను ఆదుకునేందుకు ముఖ్యమంత్రి చంద్రబాబునాయుడు అహర్నిశలు శ్రమిస్తున్నారని పౌర సరఫరాలశాఖ మంత్రి పరిటాల సునీత పేర్కొన్నారు. ఎప్పటికప్పుడు సమీక్షిస్తూ మంత్రులకు మార్గనిర్దేశనం చేశారన్నారు. విపత్తుల సమయంలో చురుకుగా పనిచేసి చక్కబెట్టడంలో చంద్రబాబును మించిన నేతల లేరన్నారు. చిత్తూరు జిల్లా పునరావాసం పొందుతున్న కాలనీ వాసులను మంత్రి పరిటాల సునీత పరామర్శించారు. వరదల కారణంగా ఇళ్లు కూలిన వారికి ఆర్థిక సాయం అందించారు. తెలుగుగంగ కాలువకు గండి పడిన కారణంగా నీట మునిగిన చిన్నకనపర్తి గ్రామస్థులను పడవలో వెళ్లి పరామర్శించారు. వారికి అందుతున్న సౌకర్యాలపై ఆరా తీశారు. తర్వాత శ్రీకాళహస్తిలో నీట మునిగిన పలు ప్రాంతాలను పరిశీలించారు. బాధితులకు ప్రభుత్వం తరఫనె బియ్యం, కందిపప్పు, చక్కెర పంపిణీ చేశారు. వరద నీటి ప్రవాహం కారణంగా తెలుగుగంగ కాలువకు గండి పడి నీట మునిగిన చిన్నకనపర్తి గ్రామస్థులను ప్రభుత్వం తరఫున అన్ని విధాలా ఆదుకుంటామని పరిటాల సునీత హామీ ఇచ్చారు. శ్రీకాళహస్తి, తొట్టంబేడు మండలాల్లోని ముంపు ప్రాంతాల్లో మంత్రి పర్యటించారు. పంట నష్టపోయిన రైతులకు పరిహారం అందించడంతోపాటు.. వరద కారణంగా పొలాల్లో మేట వేసిన ఇసుక తొలగించేందుకు ఆర్థిక సాయం అందిస్తామని భరోసా ఇచ్చారు. ఎక్కడ ఏ రకమైన విపత్తు వచ్చినా ఆదుకోవడంలో ముందుంటున్నామని అన్నారు.: [1019, 1519, 1472, 1853]
- article-tenth: [1019, 930, 1472, 1186]
- article-judiciary: [500, 112, 973, 238]
- article-asia: [13, 112, 486, 425]
- header-rule: [0, 95, 1484, 97]
- lower-left-column: [4, 953, 482, 2464]
- headline: మరుగుదొడ్ల నిర్వహణ తప్పనిసరి: [1108, 1869, 1383, 1895]
- article-voters: [496, 953, 974, 1553]
- top-feature-box: [0, 102, 979, 921]
- headline: కాలానుగుణంగా: [638, 111, 833, 148]
- edition-name: కరీంనగర్: [41, 67, 118, 92]
- article-sunitha: [1019, 1459, 1472, 1854]
- continued-kicker: (మొదటి పేజీతరువాయి): [188, 112, 311, 127]
- article-hostages: [13, 630, 486, 887]
- article-resthouse: [496, 1569, 974, 2269]
- article-body: ఆంధ్రప్రదేశ్ రాజధాని గ్రామాల్లో అక్రమ కట్టడాలను తొలగిస్తామని సీఆర్డీఏ కమిషనర్ చేసిన ప్రకటనపై మంగళగిరి ఎమ్మెల్యే, వైకాపా నాయకుడు ఆళ్ల రామకృష్ణారెడ్డి మండిపడ్డారు. అసలు ఉన్నయన్నీ అక్రమ నిర్మాణ్యాలేనని అన్నారు. అందులో సిఎం నివాసమే ఓ అక్రమ నిర్మాణమన్నారు. శనివారం గుంటూరులో ఆర్కె మీడియాతో మాట్లాడుతూ... ముందుగా సీఎం చంద్రబాబు నాయుడు నివాసముంటున్న అక్రమ కట్టడాన్ని కూల్చాలని డిమాండ్ చేశారు.సీఎం రెస్ట్ హౌస్‌తో పాటు కరకట్ట మీదున్న బడాబాబుల అక్రమ నిర్మాణాలు తొలగించాలని సీఆర్డీఏ కమిషనర్‌కు సూచించారు. ఇందుకు సిద్దమేనా అని అన్నారు. ది చేయగలిగితే ముందా పని చేయాలన్నారు. రాజధాని కోసం ఆయా గ్రామాల ప్రజలు భూములు ఇవ్వకముందు ఓ మాట మాట్లాడిన చంద్రబాబు... వాళ్లు భూములు ఇచ్చాక మాట మార్చారని ఆరోపించారు. రాజధాని గ్రామాల్లో బలవంతపు భూసేకరణ నోటిఫికేషన్ జారీ చేయడంపై ఆర్కే మండిపడ్డారు. ప్రజా రాజధాని కావాలని అందరూ కోరుకుంటున్నారని చంద్రబాబు మాత్రం తన రాజధాని, తన అక్రమాస్తులు కూడబెట్టుకొనే రాజధాని కోసం ఎందరినైనా బలిచేసేందుకు వెనుకాడడం లేదన్నారు. చంద్రబాబు అకృత్యాలను మానవతావాదులంతా ఖండించాల్సిన సమయం ఆసన్నమైందని తెలిపారు. రాజధాని నిర్మాణంలో భాగంగా భూ సమీకరణ పేరు తో రైతులను మభ్యపెట్టి బెదిరించారన్నారు. పోలీసులతో అక్రమంగా నిర్బంధించి కేసులు బనాయించిన విషయాన్ని గుర్తు చేశారు. అస్తులు తగల బెట్టించారన్నారు. ఇలా రైతులు, కౌలురైతులు, కూలీలను నిలువుదోపిడీ చేసిన ముఖ్యమంత్రి, మంత్రి నారాయణ, సీఆర్డీఏ కమిషనర్ల నిజస్వరూపం భూసేకరణ నోటిఫికేషన్ తో తేటతెల్లమైందని తీవ్రస్థాయిలో ధ్వజమెత్తారు. భూసేకరణలో చట్టవిరుద్ధంగా వెళుతున్న గ్రామ స్థాయి ప్రజాప్రతినిధుల నుంచి ముఖ్యమంత్రి వరకు, సీఆర్డీఏలో అటెండర్ నుంచి కమిషనర్ వరకు అందరిని కోర్టుబోనులో నిలబెడతామని పేర్కొన్నారు. పచ్చటి భూములను చంద్రబాబు తనతో పాటు తన అనుయాయుల అక్రమ సంపాదన కోసం రియల్ ఎస్టేట్ వ్యాపారులకు, సింగపూర్‌వారికి అప్పనంగా దోచిపెట్టడానికి భూసేకరణ పేరుతో మార్గం సుగమం చేసుకున్నారని విమర్శించారు. రైతును రాజుగా చూడాలని కలలు కని అధికారంలోకి రాగానే చేసి చూపిన దివంగత ముఖ్యమంత్రి వైఎస్సార్ ఆశయాలకు తూట్లు పొడిచిన చంద్రబాబు రాష్ట్ర చరిత్రలో రైతుద్రోహిగా మిగిలిపోతారని దుయ్యబట్టారు. భూసేకరణపై బీజేపీ ప్రభుత్వం ఆర్డినెన్స్‌ను నెగ్గించుకునేందుకు వెనకడుగు వేసినా పట్టించుకోని చంద్రబాబు భూసేకరణకు వెళ్లారని, బీజేపీ చంద్రబాబును నిలువరించకుంటే బీజేపీ,టీడీపీ ప్రభుత్వాలకు కాంగ్రెస్ పార్టీకి పట్టిన గతే పట్టించేందుకు రాష్ట్రప్రజలు సిద్ధంగా ఉన్నారన్నారు.: [496, 1696, 974, 2267]
- headline: ఓటుహక్కును: [651, 952, 818, 991]
